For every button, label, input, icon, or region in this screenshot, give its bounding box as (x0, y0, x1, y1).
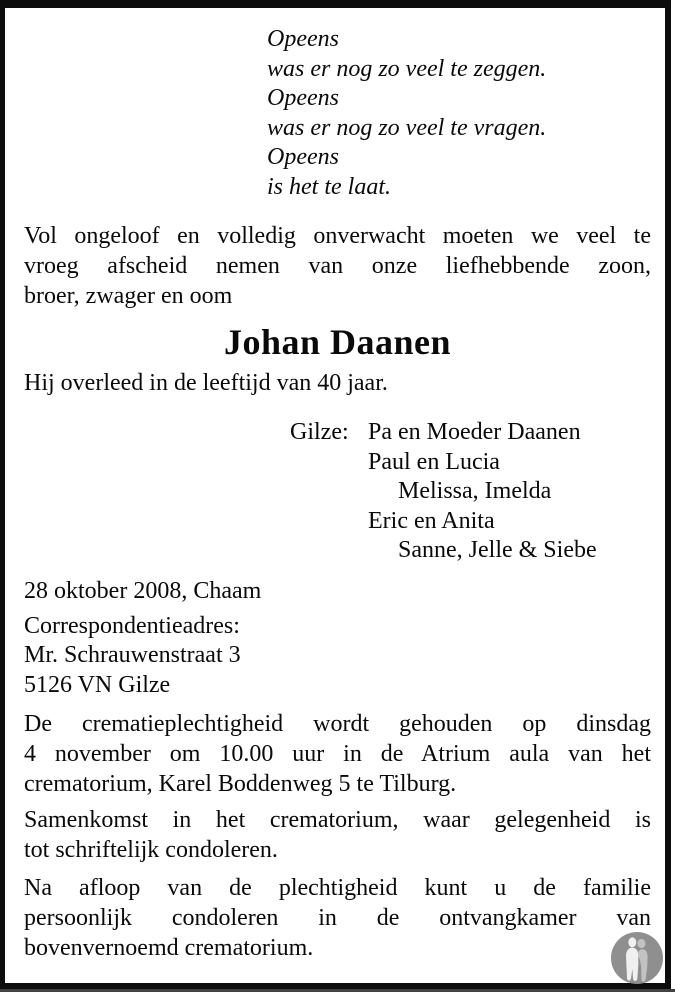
intro-line: vroeg afscheid nemen van onze liefhebbende zoon, (24, 253, 651, 279)
poem-line: Opeens (267, 144, 339, 170)
poem-block (267, 25, 651, 202)
gathering-paragraph (24, 805, 651, 865)
closing-paragraph (24, 873, 651, 963)
family-member: Pa en Moeder Daanen (368, 419, 581, 445)
family-row (290, 418, 651, 448)
cremation-line: De crematieplechtigheid wordt gehouden op dinsdag (24, 711, 651, 737)
closing-line: Na afloop van de plechtigheid kunt u de familie (24, 875, 651, 901)
closing-line: persoonlijk condoleren in de ontvangkamer van (24, 905, 651, 931)
correspondence-block (24, 612, 651, 701)
poem-line: is het te laat. (267, 173, 391, 200)
deceased-name: Johan Daanen (223, 322, 452, 362)
family-block (24, 418, 651, 566)
intro-line: Vol ongeloof en volledig onverwacht moeten we veel te (24, 223, 651, 249)
residence-label: Gilze: (290, 419, 349, 445)
intro-paragraph (24, 221, 651, 311)
poem-line: Opeens (267, 85, 339, 111)
age-line: Hij overleed in de leeftijd van 40 jaar. (24, 370, 388, 396)
cremation-line: crematorium, Karel Boddenweg 5 te Tilburg. (24, 771, 457, 797)
correspondence-line: 5126 VN Gilze (24, 671, 171, 698)
family-member: Sanne, Jelle & Siebe (398, 537, 597, 563)
embracing-figures-logo-icon (610, 931, 664, 985)
family-member: Paul en Lucia (368, 448, 500, 475)
cremation-line: 4 november om 10.00 uur in de Atrium aula van het (24, 741, 651, 767)
gathering-line: Samenkomst in het crematorium, waar gelegenheid is (24, 807, 651, 833)
poem-line: was er nog zo veel te zeggen. (267, 55, 547, 82)
gathering-line: tot schriftelijk condoleren. (24, 837, 278, 863)
family-member: Eric en Anita (368, 507, 495, 534)
family-member: Melissa, Imelda (398, 478, 552, 504)
cremation-paragraph (24, 709, 651, 799)
poem-line: was er nog zo veel te vragen. (267, 114, 547, 141)
date-place-line: 28 oktober 2008, Chaam (24, 577, 262, 604)
closing-line: bovenvernoemd crematorium. (24, 935, 314, 961)
correspondence-line: Correspondentieadres: (24, 612, 240, 639)
correspondence-line: Mr. Schrauwenstraat 3 (24, 642, 241, 668)
intro-line: broer, zwager en oom (24, 283, 233, 309)
poem-line: Opeens (267, 26, 339, 52)
